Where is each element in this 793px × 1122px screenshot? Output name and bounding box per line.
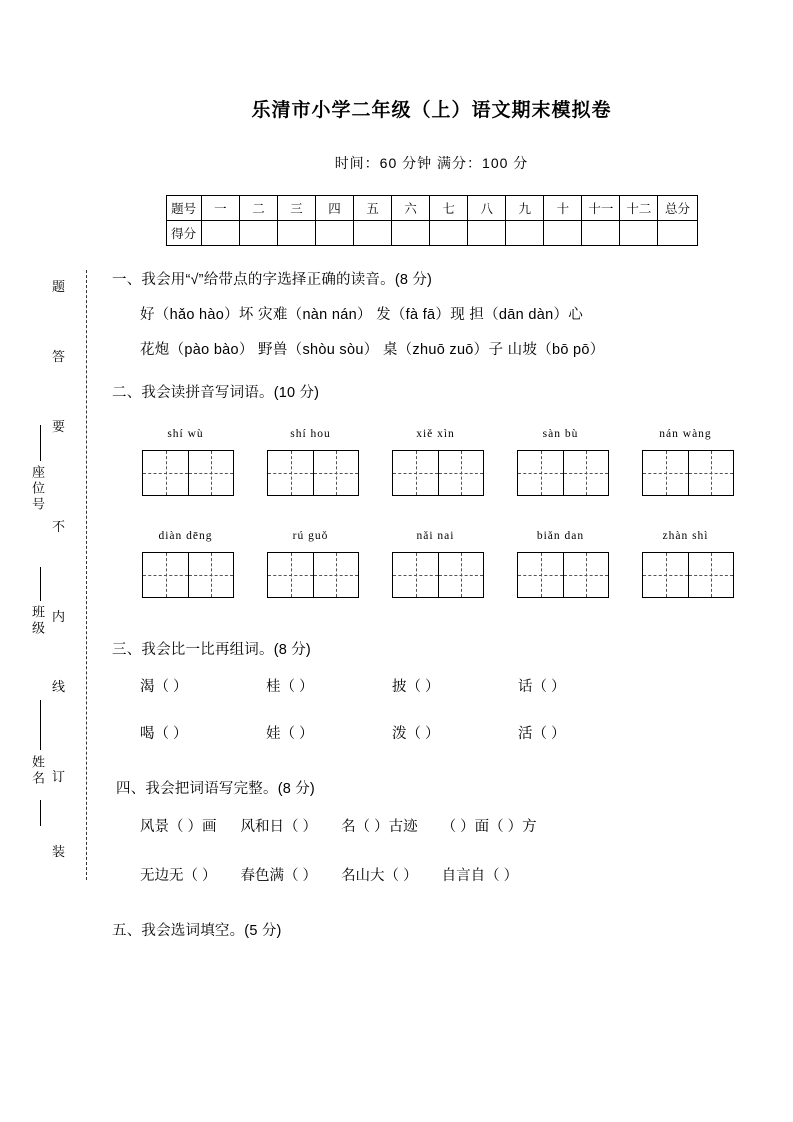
section-heading-1: 一、我会用“√”给带点的字选择正确的读音。(8 分): [112, 272, 433, 288]
tianzige-half: [393, 451, 438, 495]
tianzige-box[interactable]: [642, 450, 734, 496]
tianzige-box[interactable]: [267, 552, 359, 598]
score-cell-4[interactable]: [316, 221, 354, 246]
score-cell-total[interactable]: [658, 221, 697, 246]
tianzige-half: [688, 451, 733, 495]
pinyin-label: xiě xìn: [416, 428, 455, 440]
tianzige-box[interactable]: [142, 450, 234, 496]
idiom-blank-item[interactable]: 名（ ）古迹: [341, 819, 418, 835]
section-1-line-1: 好（hǎo hào）坏 灾难（nàn nán） 发（fà fā）现 担（dān dàn）心: [140, 307, 584, 323]
score-cell-9[interactable]: [506, 221, 544, 246]
question-number-2: 二: [239, 196, 277, 221]
seal-char: 内: [52, 609, 66, 624]
pinyin-label: zhàn shì: [662, 530, 709, 542]
exam-paper-body: [110, 0, 793, 1122]
tianzige-half: [518, 553, 563, 597]
pinyin-label: nán wàng: [659, 428, 712, 440]
question-number-4: 四: [316, 196, 354, 221]
question-number-7: 七: [430, 196, 468, 221]
tianzige-box[interactable]: [142, 552, 234, 598]
tianzige-half: [563, 553, 608, 597]
section-heading-3: 三、我会比一比再组词。(8 分): [112, 642, 311, 658]
seal-char: 不: [52, 519, 66, 534]
tianzige-half: [268, 553, 313, 597]
pinyin-group-2: [253, 428, 368, 496]
tianzige-half: [393, 553, 438, 597]
idiom-blank-item[interactable]: 名山大（ ）: [341, 868, 418, 884]
tianzige-half: [643, 451, 688, 495]
question-number-11: 十一: [582, 196, 620, 221]
question-number-1: 一: [201, 196, 239, 221]
row-header-score: 得分: [166, 221, 201, 246]
word-pair-item[interactable]: 桂（ ）: [266, 679, 314, 695]
word-pair-item[interactable]: 娃（ ）: [266, 726, 314, 742]
tianzige-half: [313, 451, 358, 495]
word-pair-item[interactable]: 活（ ）: [518, 726, 566, 742]
tianzige-half: [518, 451, 563, 495]
section-heading-4: 四、我会把词语写完整。(8 分): [116, 781, 315, 797]
score-cell-10[interactable]: [544, 221, 582, 246]
exam-meta: 时间：60 分钟 满分：100 分: [334, 155, 529, 171]
seal-dashed-line: [86, 270, 87, 880]
idiom-blank-item[interactable]: 风和日（ ）: [240, 819, 318, 835]
field-rule-seat-number: [40, 425, 41, 461]
field-rule-class: [40, 567, 41, 601]
pinyin-group-7: [253, 530, 368, 598]
tianzige-half: [438, 553, 483, 597]
score-table: [166, 195, 698, 246]
tianzige-half: [313, 553, 358, 597]
pinyin-group-1: [128, 428, 243, 496]
word-pair-item[interactable]: 喝（ ）: [140, 726, 188, 742]
seal-char: 装: [52, 844, 66, 859]
section-heading-2: 二、我会读拼音写词语。(10 分): [112, 385, 320, 401]
tianzige-half: [438, 451, 483, 495]
tianzige-half: [643, 553, 688, 597]
section-3-row-1: [140, 675, 753, 696]
tianzige-half: [188, 553, 233, 597]
seal-char: 要: [52, 419, 66, 434]
field-label-class: 班级: [30, 605, 45, 637]
tianzige-box[interactable]: [392, 552, 484, 598]
tianzige-box[interactable]: [642, 552, 734, 598]
field-rule-name-bottom: [40, 800, 41, 826]
section-1-line-2: 花炮（pào bào） 野兽（shòu sòu） 桌（zhuō zuō）子 山坡（bō pō）: [140, 342, 605, 358]
tianzige-box[interactable]: [392, 450, 484, 496]
score-cell-3[interactable]: [277, 221, 315, 246]
idiom-blank-item[interactable]: 春色满（ ）: [240, 868, 318, 884]
question-number-8: 八: [468, 196, 506, 221]
question-number-10: 十: [544, 196, 582, 221]
seal-char: 线: [52, 679, 66, 694]
pinyin-label: sàn bù: [542, 428, 579, 440]
seal-char: 订: [52, 769, 66, 784]
tianzige-box[interactable]: [267, 450, 359, 496]
pinyin-group-5: [628, 428, 743, 496]
word-pair-item[interactable]: 渴（ ）: [140, 679, 188, 695]
tianzige-half: [188, 451, 233, 495]
tianzige-half: [563, 451, 608, 495]
question-number-total: 总分: [658, 196, 697, 221]
section-4-row-2: [140, 864, 753, 885]
idiom-blank-item[interactable]: （ ）面（ ）方: [441, 819, 537, 835]
section-3-row-2: [140, 722, 753, 743]
tianzige-box[interactable]: [517, 552, 609, 598]
question-number-5: 五: [354, 196, 392, 221]
pinyin-label: diàn dēng: [158, 530, 213, 542]
score-cell-12[interactable]: [620, 221, 658, 246]
table-row-question-numbers: [166, 196, 697, 221]
tianzige-half: [688, 553, 733, 597]
field-rule-name: [40, 700, 41, 750]
score-cell-7[interactable]: [430, 221, 468, 246]
table-row-scores: [166, 221, 697, 246]
pinyin-row-1: [128, 428, 753, 496]
pinyin-label: nǎi nai: [416, 530, 455, 542]
pinyin-group-10: [628, 530, 743, 598]
score-cell-8[interactable]: [468, 221, 506, 246]
pinyin-group-6: [128, 530, 243, 598]
pinyin-group-4: [503, 428, 618, 496]
question-number-3: 三: [277, 196, 315, 221]
sealing-line-area: [0, 0, 110, 1122]
question-number-9: 九: [506, 196, 544, 221]
pinyin-group-8: [378, 530, 493, 598]
score-cell-6[interactable]: [392, 221, 430, 246]
word-pair-item[interactable]: 披（ ）: [392, 679, 440, 695]
score-cell-1[interactable]: [201, 221, 239, 246]
word-pair-item[interactable]: 话（ ）: [518, 679, 566, 695]
score-cell-2[interactable]: [239, 221, 277, 246]
score-cell-5[interactable]: [354, 221, 392, 246]
section-heading-5: 五、我会选词填空。(5 分): [112, 923, 282, 939]
idiom-blank-item[interactable]: 无边无（ ）: [140, 868, 217, 884]
tianzige-half: [143, 451, 188, 495]
pinyin-label: biǎn dan: [536, 530, 585, 542]
page-title: 乐清市小学二年级（上）语文期末模拟卷: [251, 100, 612, 121]
tianzige-half: [143, 553, 188, 597]
idiom-blank-item[interactable]: 风景（ ）画: [140, 819, 217, 835]
field-label-name: 姓名: [30, 755, 45, 787]
question-number-6: 六: [392, 196, 430, 221]
row-header-question-number: 题号: [166, 196, 201, 221]
seal-char: 题: [52, 279, 66, 294]
question-number-12: 十二: [620, 196, 658, 221]
pinyin-label: rú guǒ: [292, 530, 329, 542]
tianzige-half: [268, 451, 313, 495]
pinyin-row-2: [128, 530, 753, 598]
pinyin-label: shí wù: [167, 428, 204, 440]
field-label-seat-number: 座位号: [30, 465, 45, 513]
idiom-blank-item[interactable]: 自言自（ ）: [441, 868, 519, 884]
score-cell-11[interactable]: [582, 221, 620, 246]
word-pair-item[interactable]: 泼（ ）: [392, 726, 440, 742]
pinyin-group-3: [378, 428, 493, 496]
seal-char: 答: [52, 349, 66, 364]
pinyin-label: shí hou: [290, 428, 331, 440]
pinyin-group-9: [503, 530, 618, 598]
tianzige-box[interactable]: [517, 450, 609, 496]
section-4-row-1: [140, 815, 753, 836]
